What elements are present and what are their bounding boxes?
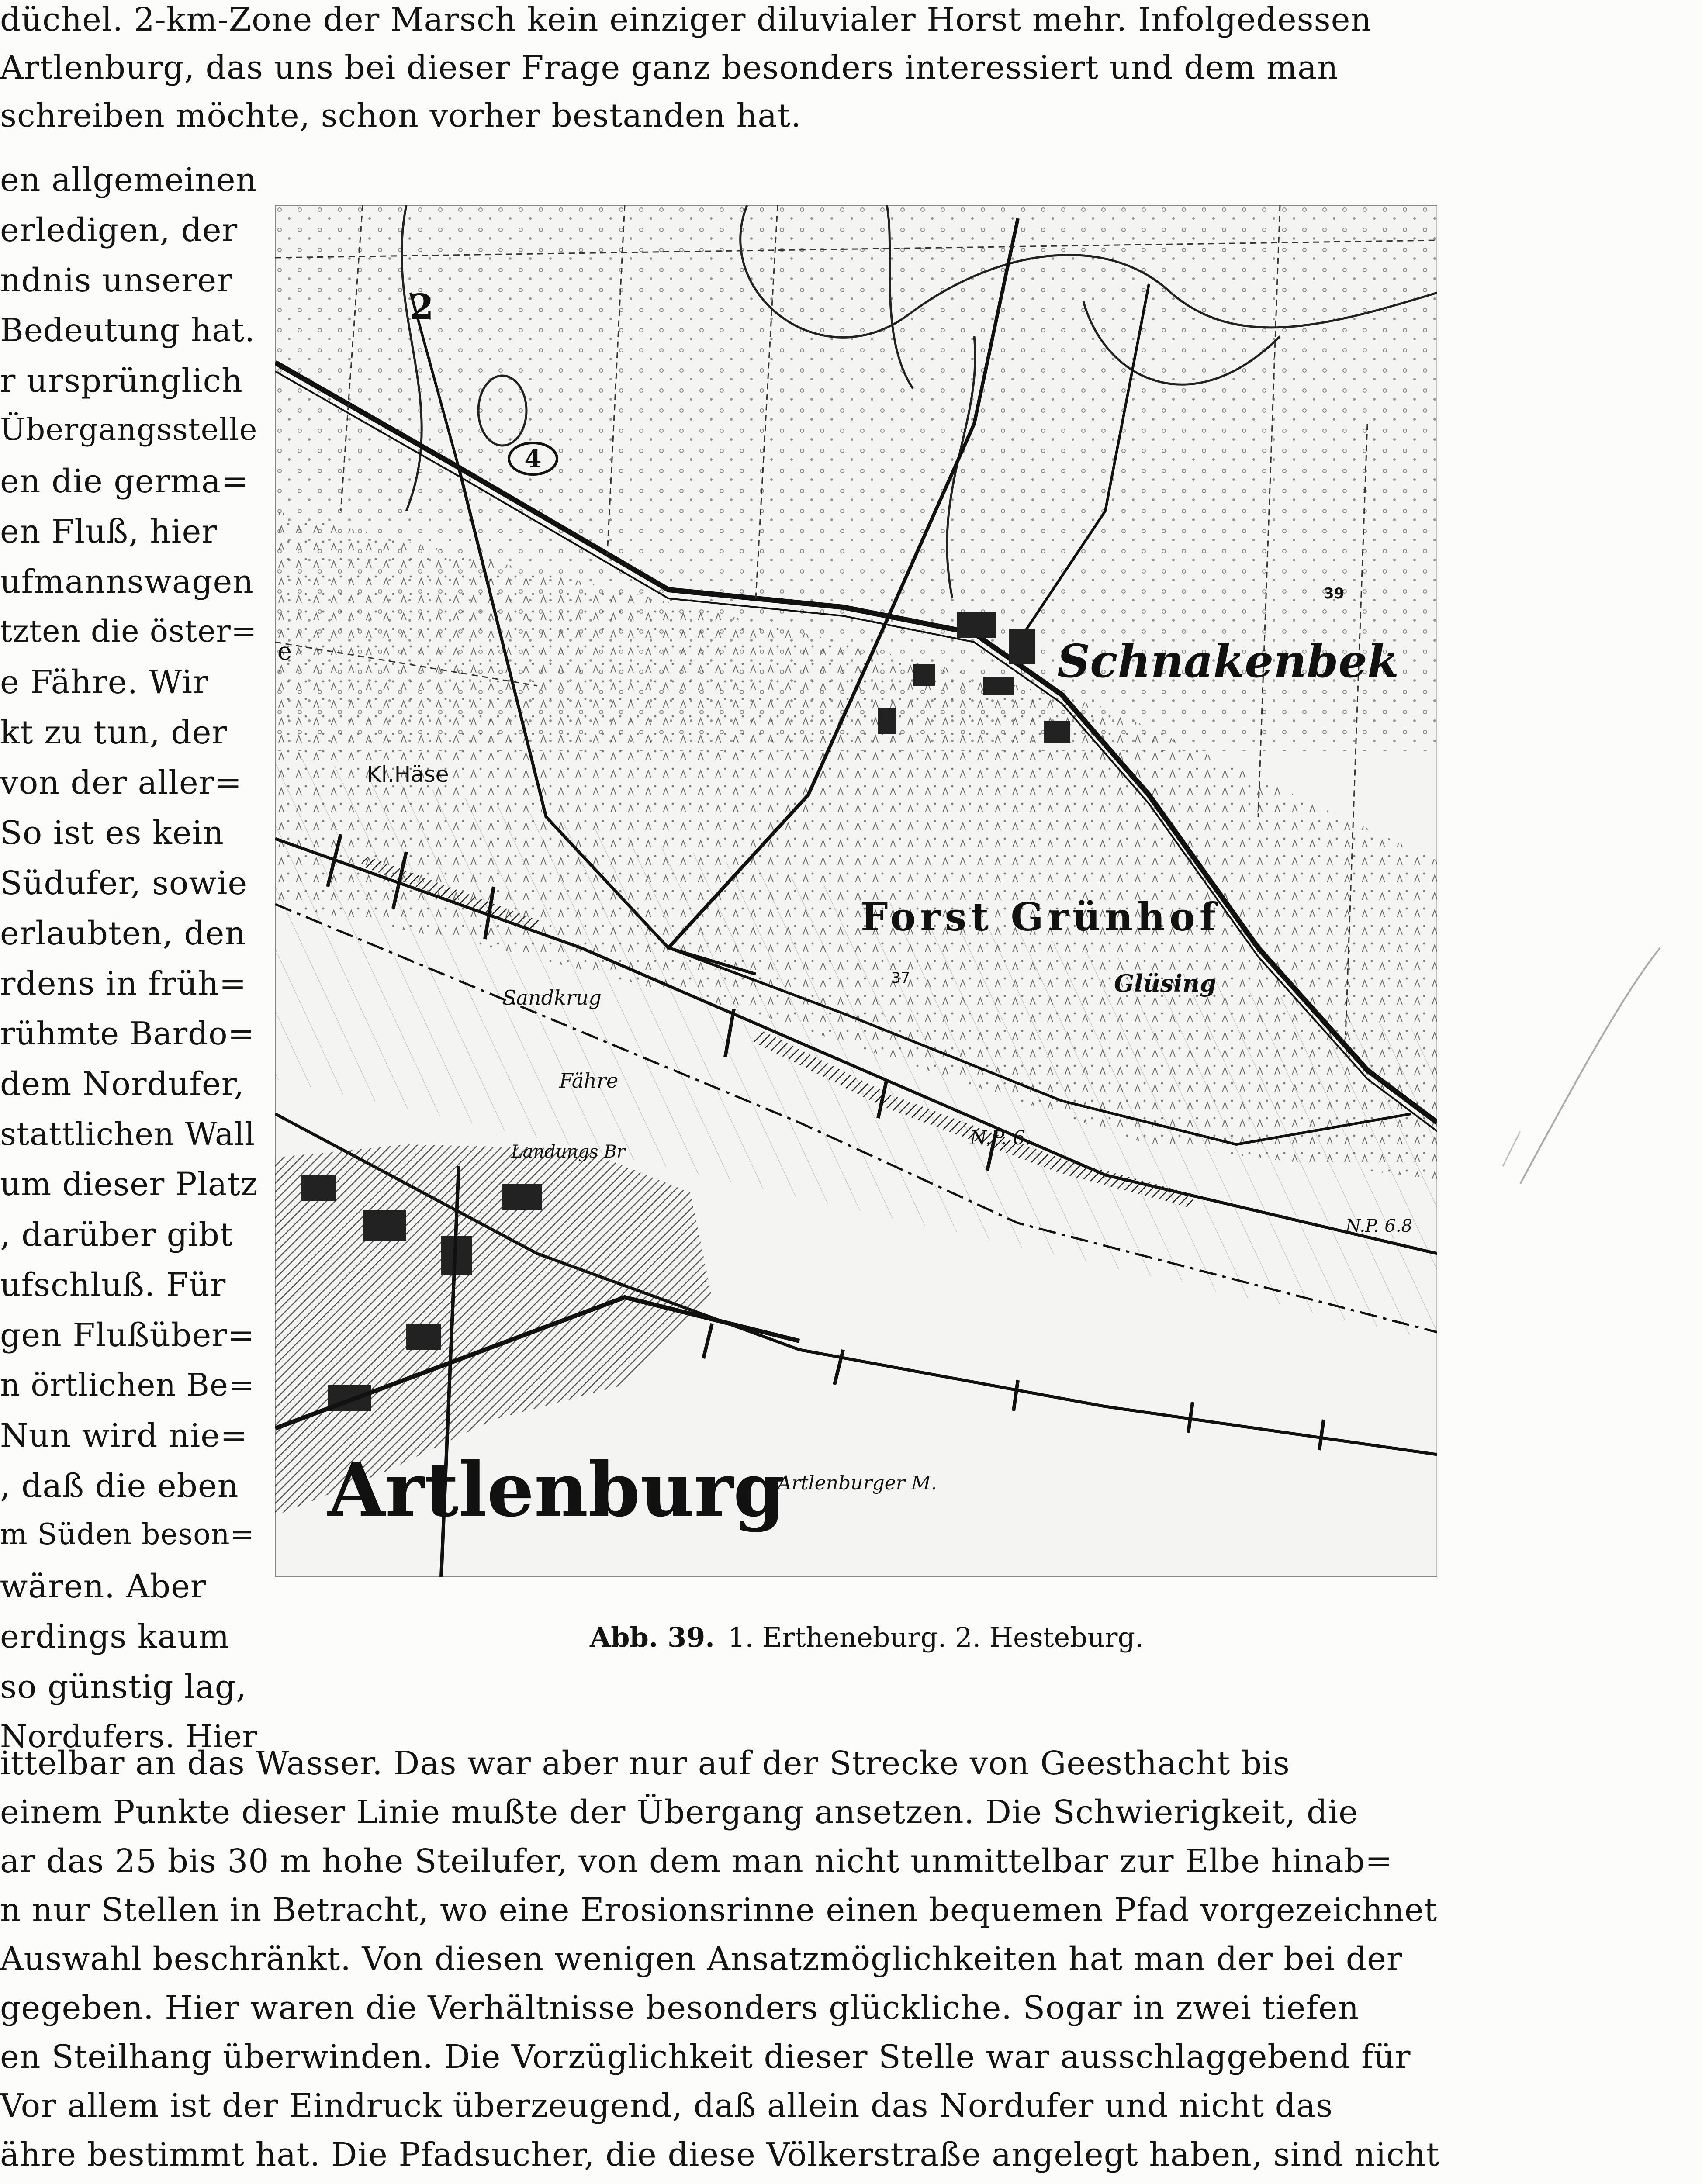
text-line: gegeben. Hier waren die Verhältnisse besonders glückliche. Sogar in zwei tiefen <box>0 1989 1360 2027</box>
text-line: stattlichen Wall <box>0 1116 256 1152</box>
text-line: dem Nordufer, <box>0 1065 245 1103</box>
text-line: Vor allem ist der Eindruck überzeugend, daß allein das Nordufer und nicht das <box>0 2087 1333 2125</box>
text-line: , daß die eben <box>0 1467 239 1505</box>
map-marker-4: 4 <box>524 445 542 473</box>
text-line: rdens in früh= <box>0 965 247 1002</box>
text-line: wären. Aber <box>0 1568 207 1605</box>
label-np-2: N.P. 6.8 <box>1346 1216 1413 1236</box>
text-line: ähre bestimmt hat. Die Pfadsucher, die diese Völkerstraße angelegt haben, sind nicht <box>0 2136 1440 2174</box>
text-line: ndnis unserer <box>0 262 233 299</box>
text-line: um dieser Platz <box>0 1166 258 1203</box>
text-line: So ist es kein <box>0 814 224 852</box>
caption-label: Abb. 39. <box>590 1621 715 1653</box>
text-line: en die germa= <box>0 463 249 500</box>
text-line: en allgemeinen <box>0 161 257 199</box>
text-line: e Fähre. Wir <box>0 663 209 701</box>
caption-text: 1. Ertheneburg. 2. Hesteburg. <box>727 1621 1144 1653</box>
text-line: en Fluß, hier <box>0 513 218 550</box>
text-line: von der aller= <box>0 764 242 802</box>
margin-pencil-mark <box>1494 939 1678 1201</box>
text-line: erdings kaum <box>0 1618 230 1655</box>
text-line: so günstig lag, <box>0 1668 247 1706</box>
text-line: , darüber gibt <box>0 1216 233 1254</box>
text-line: Südufer, sowie <box>0 864 248 902</box>
text-line: rühmte Bardo= <box>0 1015 255 1052</box>
label-landungs-br: Landungs Br <box>511 1142 625 1162</box>
label-artlenburg: Artlenburg <box>328 1446 785 1534</box>
label-artlenburger-m: Artlenburger M. <box>778 1472 937 1494</box>
text-line: r ursprünglich <box>0 362 243 400</box>
text-line: kt zu tun, der <box>0 714 228 751</box>
text-line: erlaubten, den <box>0 915 246 952</box>
text-line: ittelbar an das Wasser. Das war aber nur auf der Strecke von Geesthacht bis <box>0 1745 1290 1782</box>
label-sandkrug: Sandkrug <box>502 986 602 1009</box>
label-np-1: N.P. 6. <box>970 1127 1031 1149</box>
text-line: m Süden beson= <box>0 1517 255 1551</box>
label-schnakenbek: Schnakenbek <box>1057 634 1399 688</box>
text-line: einem Punkte dieser Linie mußte der Übergang ansetzen. Die Schwierigkeit, die <box>0 1794 1358 1831</box>
text-line: gen Flußüber= <box>0 1317 255 1354</box>
text-line: Artlenburg, das uns bei dieser Frage ganz besonders interessiert und dem man <box>0 49 1339 86</box>
text-line: erledigen, der <box>0 211 238 249</box>
map-marker-2: 2 <box>409 286 434 327</box>
label-37: 37 <box>891 969 910 987</box>
text-line: ufschluß. Für <box>0 1266 226 1304</box>
label-kl-haese: Kl.Häse <box>367 762 449 787</box>
text-line: n örtlichen Be= <box>0 1367 255 1403</box>
text-line: ar das 25 bis 30 m hohe Steilufer, von dem man nicht unmittelbar zur Elbe hinab= <box>0 1842 1393 1880</box>
map-figure <box>275 205 1437 1577</box>
label-gluesing: Glüsing <box>1114 969 1216 997</box>
text-line: schreiben möchte, schon vorher bestanden hat. <box>0 97 802 135</box>
text-line: ufmannswagen <box>0 563 254 601</box>
text-line: tzten die öster= <box>0 613 257 649</box>
text-line: Bedeutung hat. <box>0 312 256 349</box>
text-line: en Steilhang überwinden. Die Vorzüglichkeit dieser Stelle war ausschlaggebend für <box>0 2038 1411 2076</box>
text-line: Übergangsstelle <box>0 412 258 447</box>
label-forst-gruenhof: Forst Grünhof <box>861 894 1221 940</box>
figure-caption <box>590 1621 1144 1653</box>
text-line: Auswahl beschränkt. Von diesen wenigen Ansatzmöglichkeiten hat man der bei der <box>0 1940 1403 1978</box>
text-line: düchel. 2-km-Zone der Marsch kein einziger diluvialer Horst mehr. Infolgedessen <box>0 1 1372 38</box>
text-line: Nordufers. Hier <box>0 1718 258 1755</box>
label-e: e <box>277 637 292 666</box>
label-faehre: Fähre <box>559 1069 619 1092</box>
text-line: Nun wird nie= <box>0 1417 248 1455</box>
text-line: n nur Stellen in Betracht, wo eine Erosionsrinne einen bequemen Pfad vorgezeichnet <box>0 1891 1438 1929</box>
label-39: 39 <box>1324 585 1345 602</box>
